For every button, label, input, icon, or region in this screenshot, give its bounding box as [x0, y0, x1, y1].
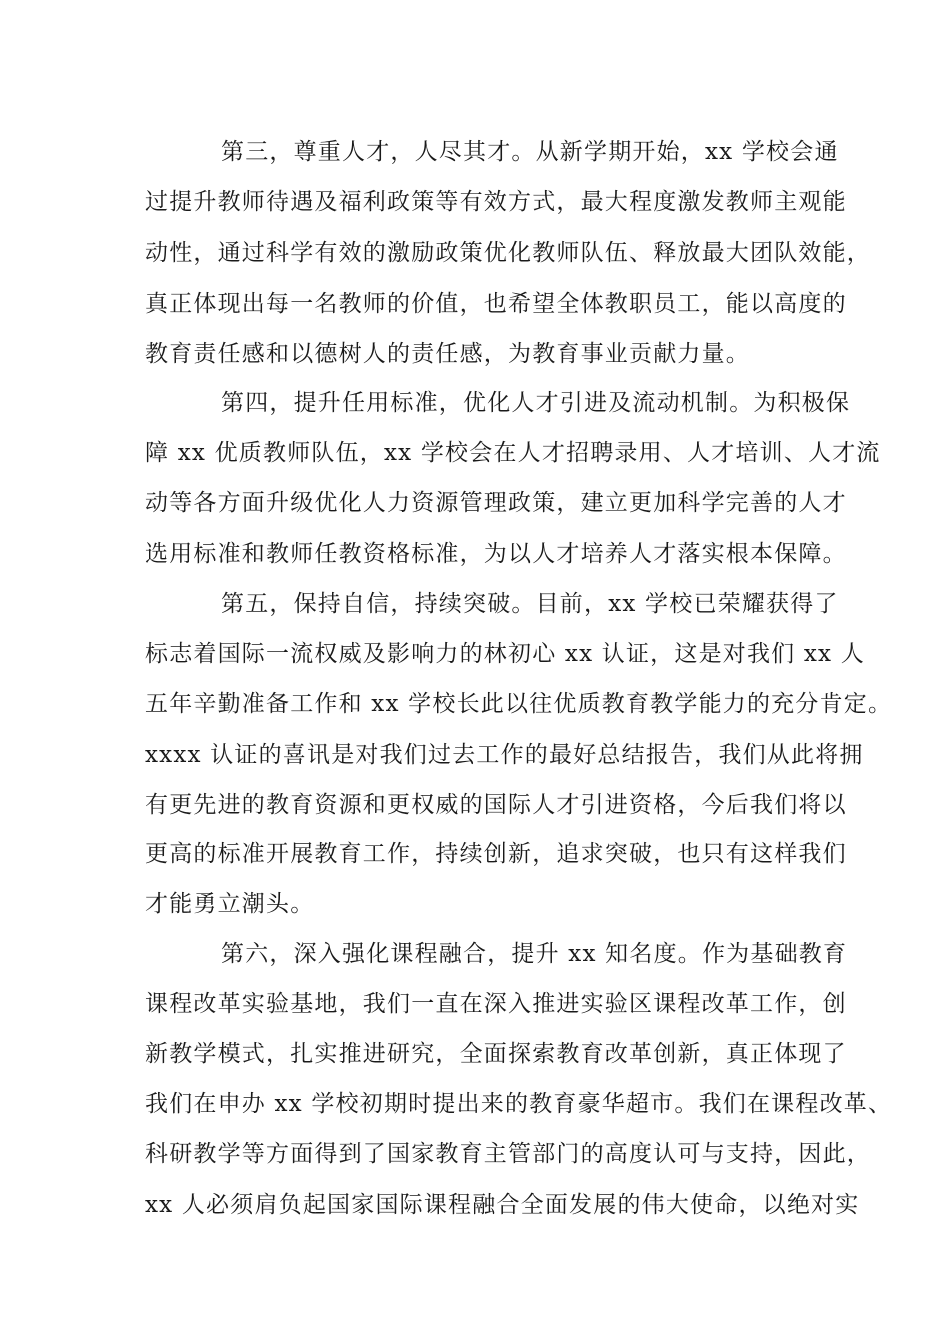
paragraph-6-line-4: 我们在申办 xx 学校初期时提出来的教育豪华超市。我们在课程改革、 [145, 1091, 893, 1117]
paragraph-6-line-3: 新教学模式，扎实推进研究，全面探索教育改革创新，真正体现了 [145, 1041, 847, 1067]
paragraph-3-line-5: 教育责任感和以德树人的责任感，为教育事业贡献力量。 [145, 341, 750, 367]
paragraph-4-line-4: 选用标准和教师任教资格标准，为以人才培养人才落实根本保障。 [145, 541, 847, 567]
paragraph-6-line-1: 第六，深入强化课程融合，提升 xx 知名度。作为基础教育 [221, 941, 848, 967]
paragraph-4-line-3: 动等各方面升级优化人力资源管理政策，建立更加科学完善的人才 [145, 490, 847, 516]
paragraph-6-line-2: 课程改革实验基地，我们一直在深入推进实验区课程改革工作，创 [145, 991, 847, 1017]
paragraph-5-line-3: 五年辛勤准备工作和 xx 学校长此以往优质教育教学能力的充分肯定。 [145, 691, 893, 717]
paragraph-3-line-4: 真正体现出每一名教师的价值，也希望全体教职员工，能以高度的 [145, 291, 847, 317]
paragraph-5-line-2: 标志着国际一流权威及影响力的林初心 xx 认证，这是对我们 xx 人 [145, 641, 865, 667]
paragraph-4-line-2: 障 xx 优质教师队伍，xx 学校会在人才招聘录用、人才培训、人才流 [145, 440, 881, 466]
paragraph-3-line-2: 过提升教师待遇及福利政策等有效方式，最大程度激发教师主观能 [145, 189, 847, 215]
paragraph-5-line-6: 更高的标准开展教育工作，持续创新，追求突破，也只有这样我们 [145, 841, 847, 867]
paragraph-5-line-7: 才能勇立潮头。 [145, 891, 315, 917]
paragraph-5-line-4: xxxx 认证的喜讯是对我们过去工作的最好总结报告，我们从此将拥 [145, 742, 864, 768]
paragraph-3-line-3: 动性，通过科学有效的激励政策优化教师队伍、释放最大团队效能， [145, 240, 871, 266]
paragraph-6-line-6: xx 人必须肩负起国家国际课程融合全面发展的伟大使命，以绝对实 [145, 1192, 860, 1218]
paragraph-3-line-1: 第三，尊重人才，人尽其才。从新学期开始，xx 学校会通 [221, 139, 839, 165]
paragraph-4-line-1: 第四，提升任用标准，优化人才引进及流动机制。为积极保 [221, 390, 851, 416]
paragraph-5-line-1: 第五，保持自信，持续突破。目前，xx 学校已荣耀获得了 [221, 591, 839, 617]
paragraph-5-line-5: 有更先进的教育资源和更权威的国际人才引进资格，今后我们将以 [145, 792, 847, 818]
paragraph-6-line-5: 科研教学等方面得到了国家教育主管部门的高度认可与支持，因此， [145, 1141, 871, 1167]
